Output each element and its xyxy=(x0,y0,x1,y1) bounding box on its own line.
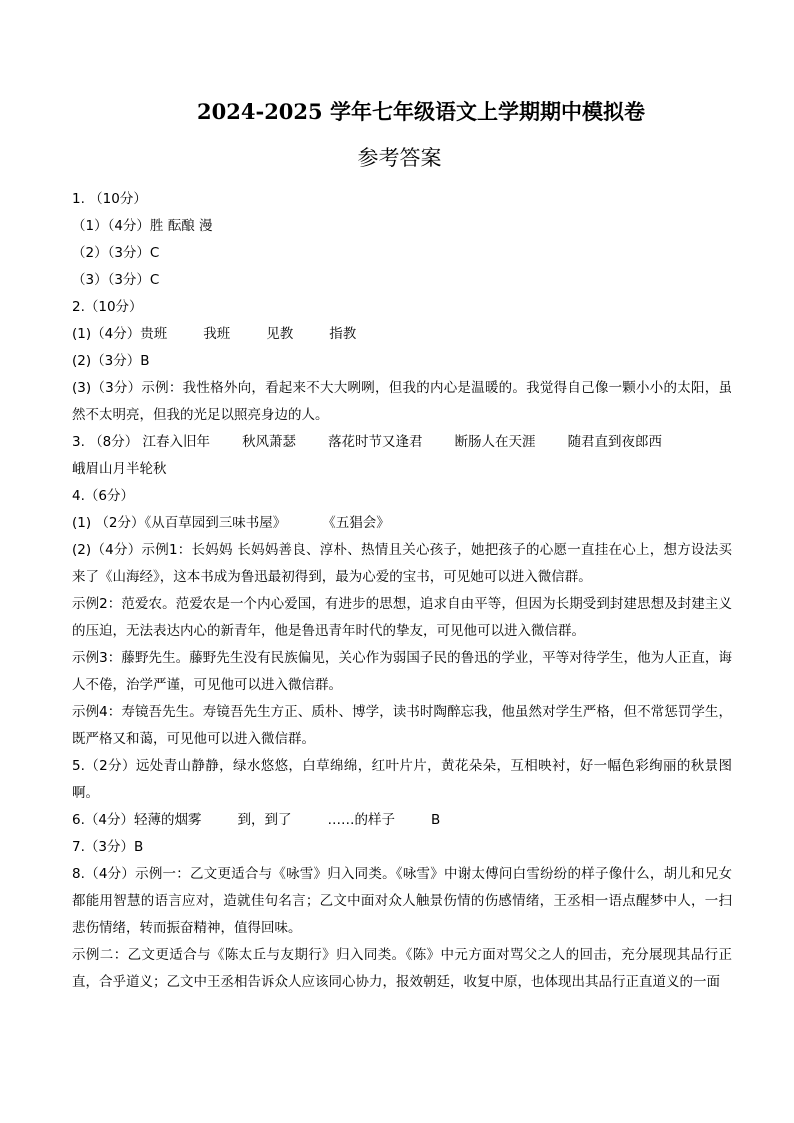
q2-answer-1-item: 指教 xyxy=(329,326,357,342)
q4-answer-2-example-3: 示例3：藤野先生。藤野先生没有民族偏见，关心作为弱国子民的鲁迅的学业，平等对待学生，他为人正直，诲人不倦，治学严谨，可见他可以进入微信群。 xyxy=(72,650,732,693)
q1-answer-2: （2）（3分）C xyxy=(72,245,160,261)
q2-answer-1-item: 我班 xyxy=(203,326,231,342)
q1-answer-3: （3）（3分）C xyxy=(72,272,160,288)
q6-answer-item: B xyxy=(430,812,441,828)
q7-answer: 7.（3分）B xyxy=(72,839,144,855)
q6-answer xyxy=(72,807,732,834)
q4-answer-2-example-4: 示例4：寿镜吾先生。寿镜吾先生方正、质朴、博学，读书时陶醉忘我，他虽然对学生严格，但不常惩罚学生，既严格又和蔼，可见他可以进入微信群。 xyxy=(72,704,732,747)
q6-answer-item: 到，到了 xyxy=(237,812,292,828)
q3-answer-line-1 xyxy=(72,429,732,456)
q2-answer-1 xyxy=(72,321,732,348)
answer-content xyxy=(72,186,732,996)
q4-answer-2-example-2: 示例2：范爱农。范爱农是一个内心爱国，有进步的思想，追求自由平等，但因为长期受到封建思想及封建主义的压迫，无法表达内心的新青年，他是鲁迅青年时代的挚友，可见他可以进入微信群。 xyxy=(72,596,732,639)
q4-heading: 4.（6分） xyxy=(72,488,134,504)
q3-answer-line-2: 峨眉山月半轮秋 xyxy=(72,461,167,477)
q6-answer-item: ……的样子 xyxy=(327,812,395,828)
q5-answer: 5.（2分）远处青山静静，绿水悠悠，白草绵绵，红叶片片，黄花朵朵，互相映衬，好一幅色彩绚丽的秋景图啊。 xyxy=(72,758,732,801)
q1-answer-1: （1）（4分）胜 酝酿 漫 xyxy=(72,218,213,234)
q2-answer-3: (3)（3分）示例：我性格外向，看起来不大大咧咧，但我的内心是温暖的。我觉得自己像一颗小小的太阳，虽然不太明亮，但我的光足以照亮身边的人。 xyxy=(72,380,732,423)
q3-heading: 3. （8分） 江春入旧年 xyxy=(72,434,211,450)
q6-answer-prefix: 6.（4分）轻薄的烟雾 xyxy=(72,812,202,828)
q2-heading: 2.（10分） xyxy=(72,299,143,315)
q2-answer-2: (2)（3分）B xyxy=(72,353,150,369)
q3-item: 随君直到夜郎西 xyxy=(567,434,663,450)
q1-heading: 1. （10分） xyxy=(72,191,147,207)
q2-answer-1-item: 见教 xyxy=(266,326,294,342)
q4-answer-1 xyxy=(72,510,732,537)
q4-answer-2-example-1: (2)（4分）示例1：长妈妈 长妈妈善良、淳朴、热情且关心孩子，她把孩子的心愿一直挂在心上，想方设法买来了《山海经》，这本书成为鲁迅最初得到，最为心爱的宝书，可见她可以进入微信群。 xyxy=(72,542,732,585)
q8-answer-example-2: 示例二：乙文更适合与《陈太丘与友期行》归入同类。《陈》中元方面对骂父之人的回击，充分展现其品行正直，合乎道义；乙文中王丞相告诉众人应该同心协力，报效朝廷，收复中原，也体现出其品行正直道义的一面 xyxy=(72,947,732,990)
q3-item: 落花时节又逢君 xyxy=(328,434,423,450)
q2-answer-1-prefix: (1)（4分）贵班 xyxy=(72,326,168,342)
q4-answer-1-item: 《五猖会》 xyxy=(322,515,390,531)
q8-answer-example-1: 8.（4分）示例一：乙文更适合与《咏雪》归入同类。《咏雪》中谢太傅问白雪纷纷的样子像什么，胡儿和兄女都能用智慧的语言应对，造就佳句名言；乙文中面对众人触景伤情的伤感情绪，王丞相一语点醒梦中人，一扫悲伤情绪，转而振奋精神，值得回味。 xyxy=(72,866,732,936)
q3-item: 秋风萧瑟 xyxy=(242,434,297,450)
document-subtitle: 参考答案 xyxy=(357,146,442,170)
q3-item: 断肠人在天涯 xyxy=(454,434,536,450)
document-title: 2024-2025 学年七年级语文上学期期中模拟卷 xyxy=(197,99,645,124)
q4-answer-1-prefix: (1) （2分）《从百草园到三味书屋》 xyxy=(72,515,287,531)
